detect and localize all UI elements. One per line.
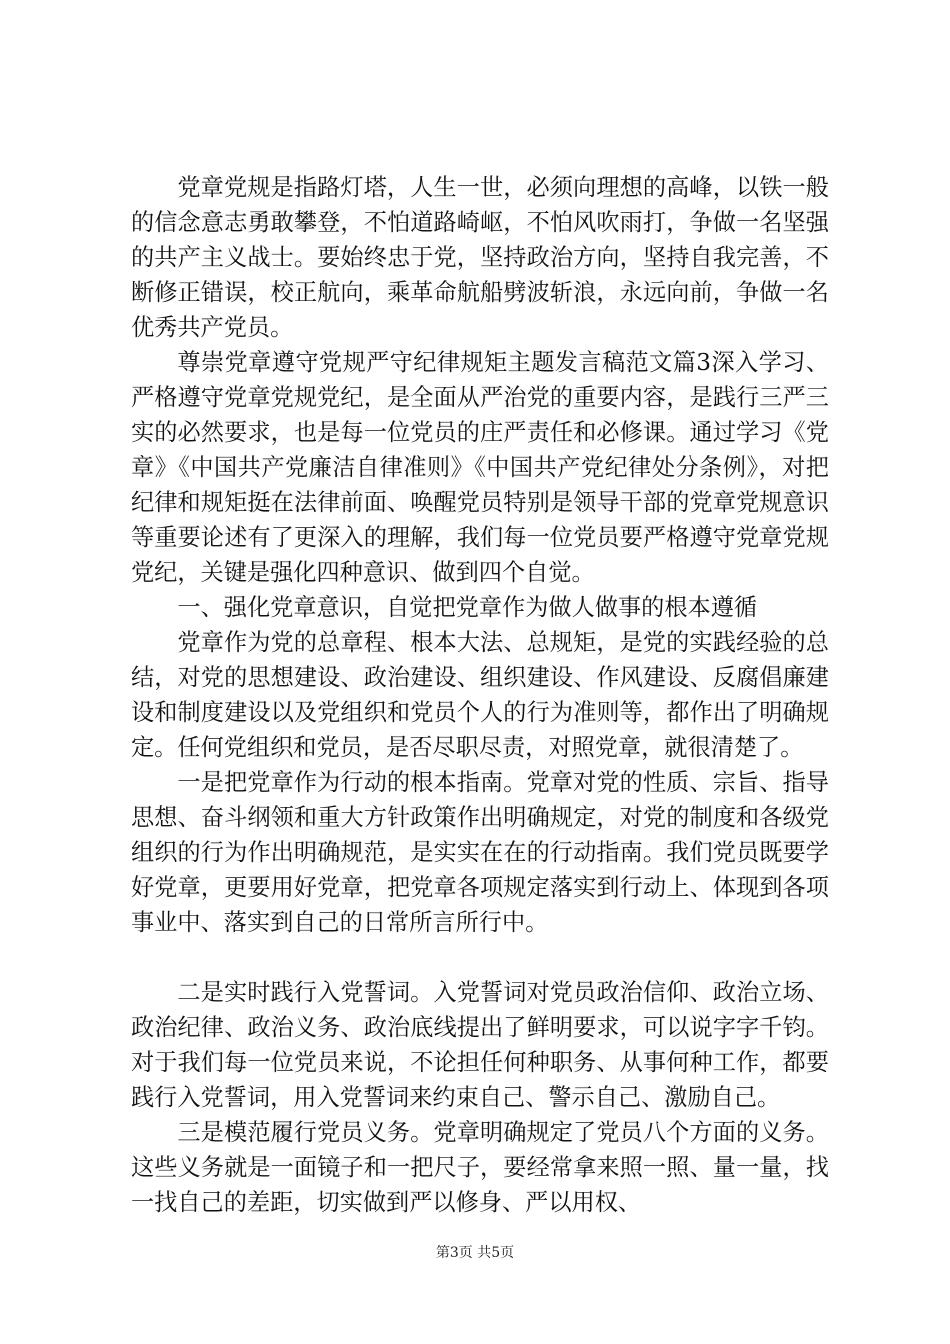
paragraph-point-3: 三是模范履行党员义务。党章明确规定了党员八个方面的义务。这些义务就是一面镜子和一把尺子，要经常拿来照一照、量一量，找一找自己的差距，切实做到严以修身、严以用权、: [131, 1119, 829, 1216]
paragraph-point-1: 一是把党章作为行动的根本指南。党章对党的性质、宗旨、指导思想、奋斗纲领和重大方针政策作出明确规定，对党的制度和各级党组织的行为作出明确规范，是实实在在的行动指南。我们党员既要学好党章，更要用好党章，把党章各项规定落实到行动上、体现到各项事业中、落实到自己的日常所言所行中。: [131, 769, 829, 936]
document-body: [131, 170, 829, 1220]
paragraph-point-2: 二是实时践行入党誓词。入党誓词对党员政治信仰、政治立场、政治纪律、政治义务、政治底线提出了鲜明要求，可以说字字千钧。对于我们每一位党员来说，不论担任何种职务、从事何种工作，都要践行入党誓词，用入党誓词来约束自己、警示自己、激励自己。: [131, 979, 829, 1111]
section-heading-1: 一、强化党章意识，自觉把党章作为做人做事的根本遵循: [177, 594, 758, 621]
paragraph-party-charter: 党章作为党的总章程、根本大法、总规矩，是党的实践经验的总结，对党的思想建设、政治建设、组织建设、作风建设、反腐倡廉建设和制度建设以及党组织和党员个人的行为准则等，都作出了明确规定。任何党组织和党员，是否尽职尽责，对照党章，就很清楚了。: [131, 629, 829, 761]
paragraph-spacer: [131, 940, 829, 975]
page-footer: 第3页 共5页: [435, 1245, 515, 1261]
paragraph-party-rules-lighthouse: 党章党规是指路灯塔，人生一世，必须向理想的高峰，以铁一般的信念意志勇敢攀登，不怕道路崎岖，不怕风吹雨打，争做一名坚强的共产主义战士。要始终忠于党，坚持政治方向，坚持自我完善，不断修正错误，校正航向，乘革命航船劈波斩浪，永远向前，争做一名优秀共产党员。: [131, 174, 829, 341]
paragraph-speech-intro: 尊崇党章遵守党规严守纪律规矩主题发言稿范文篇3深入学习、严格遵守党章党规党纪，是全面从严治党的重要内容，是践行三严三实的必然要求，也是每一位党员的庄严责任和必修课。通过学习《党章》《中国共产党廉洁自律准则》《中国共产党纪律处分条例》，对把纪律和规矩挺在法律前面、唤醒党员特别是领导干部的党章党规意识等重要论述有了更深入的理解，我们每一位党员要严格遵守党章党规党纪，关键是强化四种意识、做到四个自觉。: [131, 349, 829, 586]
